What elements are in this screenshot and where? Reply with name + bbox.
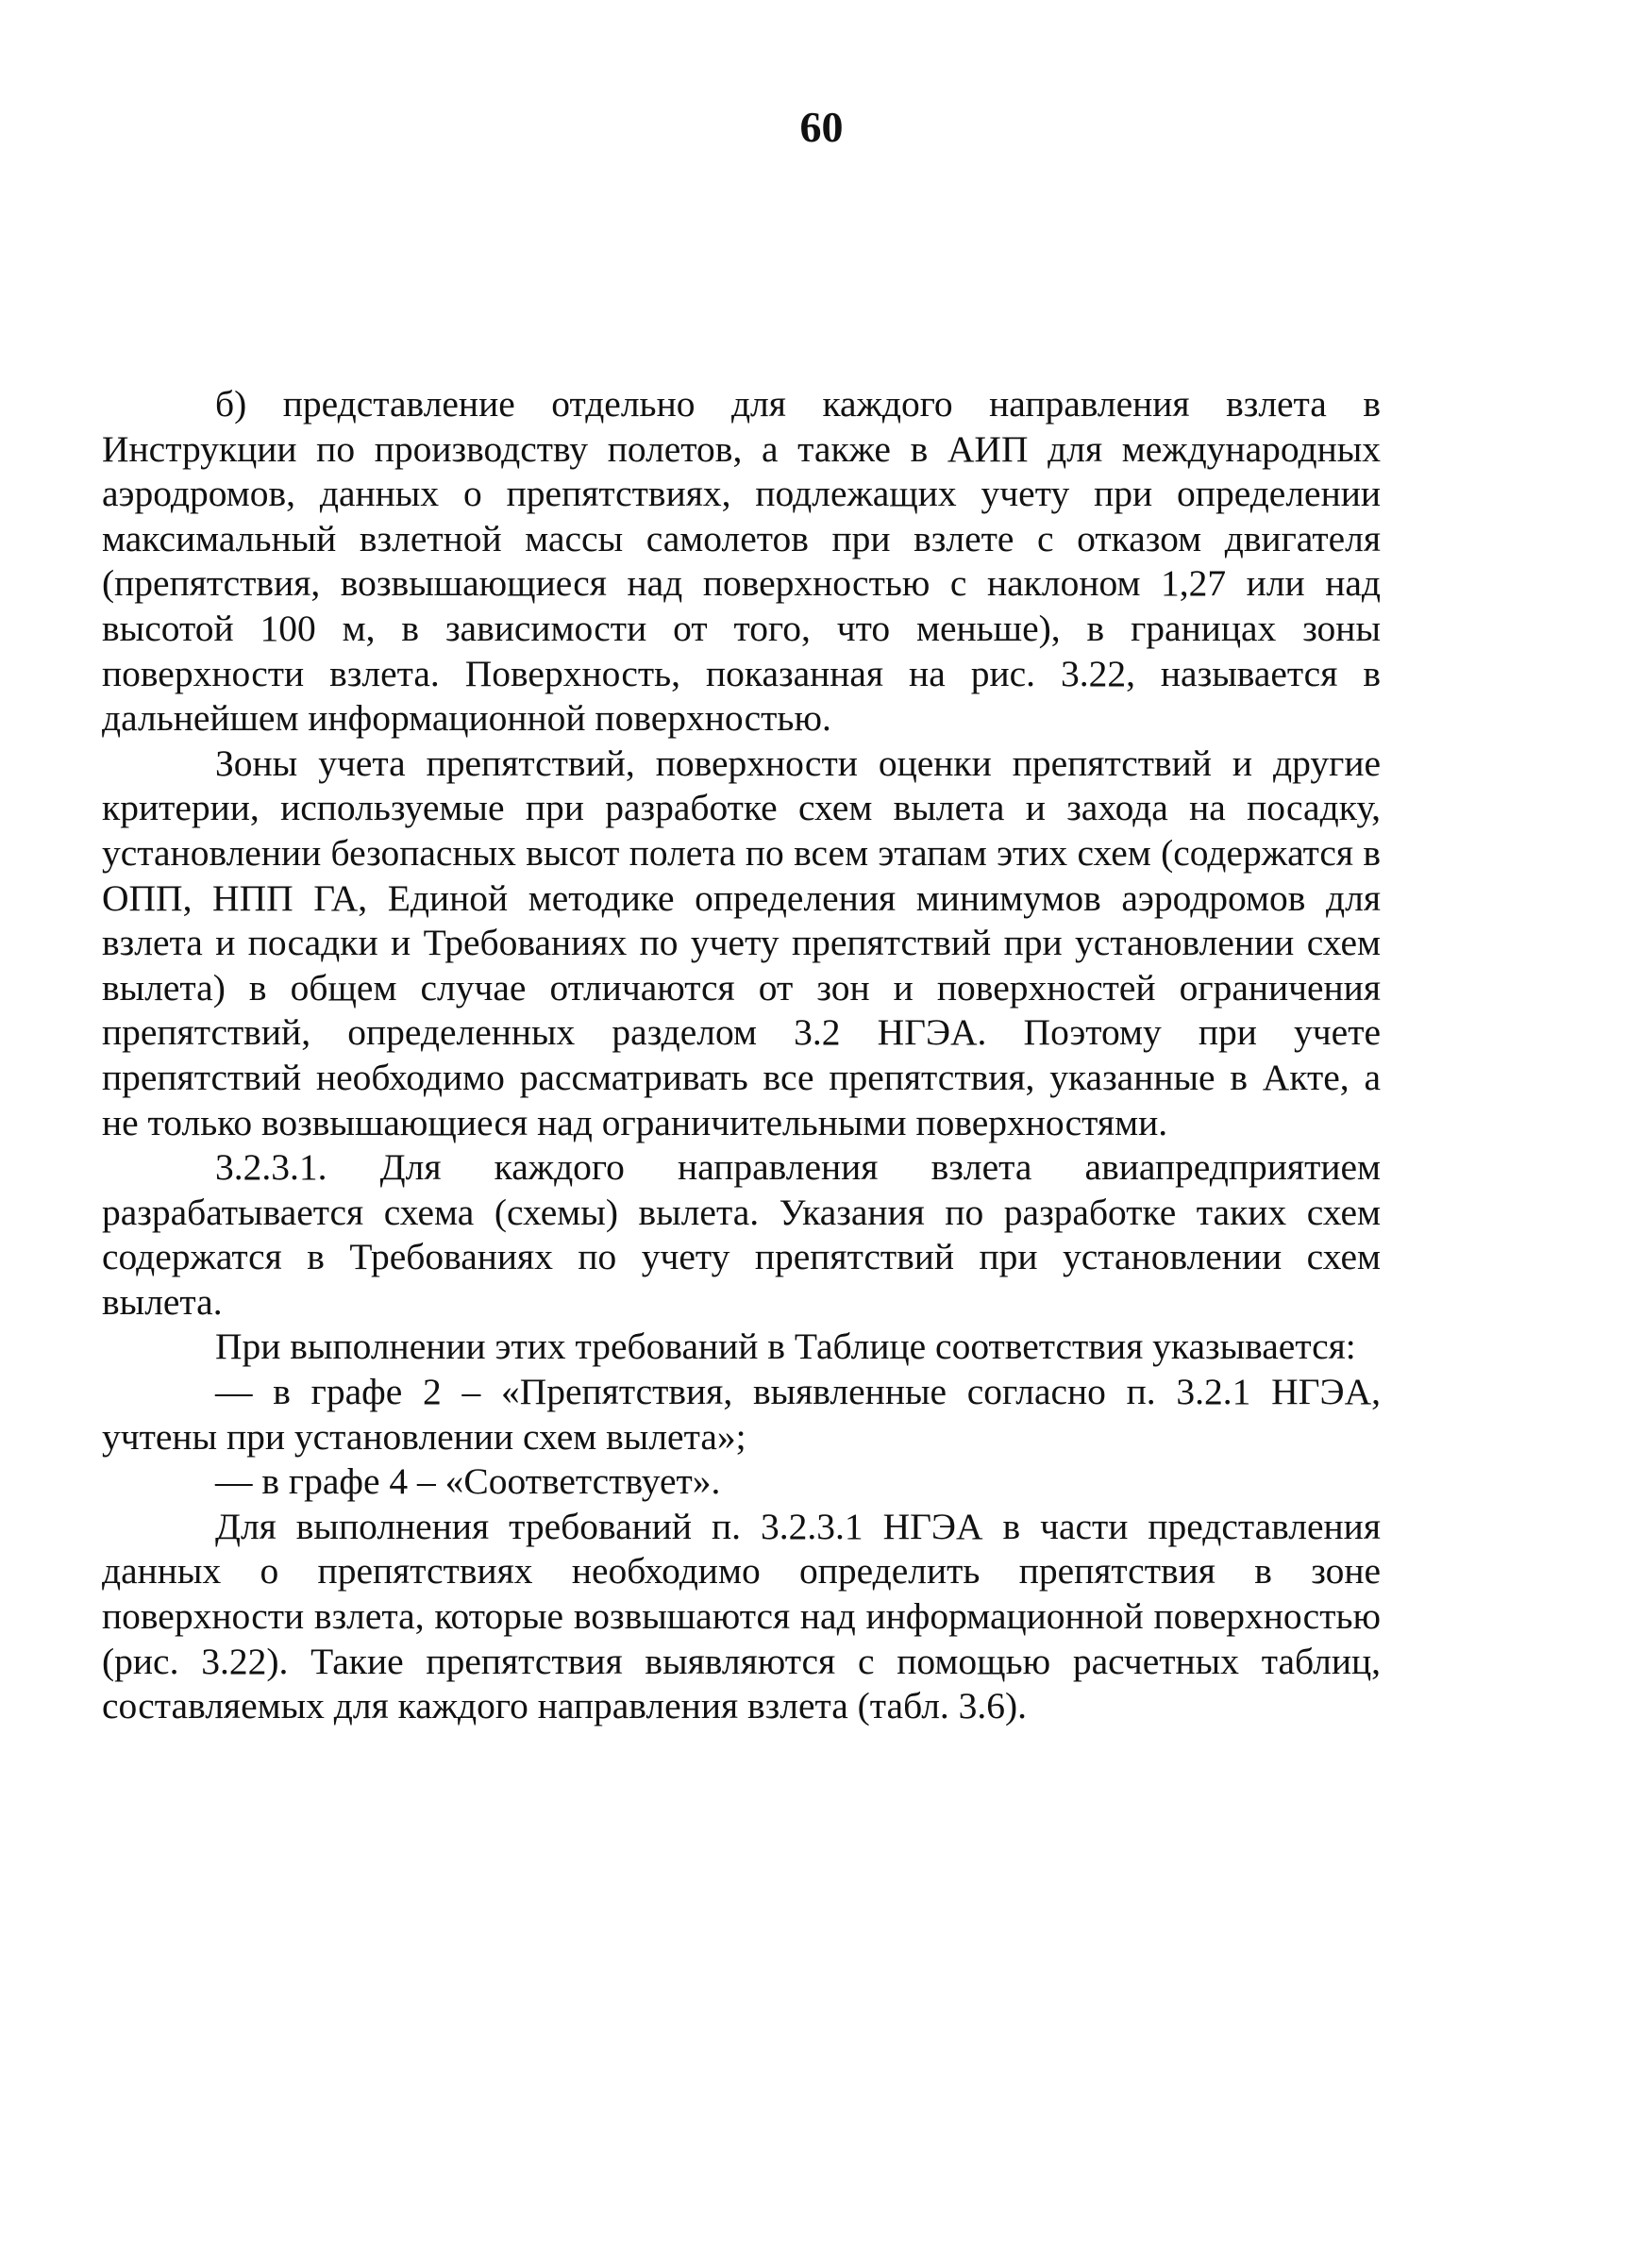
paragraph-compliance-table: При выполнении этих требований в Таблице соответствия указывается:	[215, 1326, 1356, 1368]
paragraph-information-surface: Для выполнения требований п. 3.2.3.1 НГЭА в части представления данных о препятствиях необходимо определить препятствия в зоне поверхности взлета, которые возвышаются над информационной поверхностью (рис. 3.22). Такие препятствия выявляются с помощью расчетных таблиц, составляемых для каждого направления взлета (табл. 3.6).	[102, 1505, 1381, 1727]
list-item-column-2: — в графе 2 – «Препятствия, выявленные согласно п. 3.2.1 НГЭА, учтены при установлении схем вылета»;	[102, 1371, 1381, 1458]
list-item-column-4: — в графе 4 – «Соответствует».	[215, 1460, 721, 1503]
page-number: 60	[799, 103, 844, 151]
paragraph-obstacle-data: б) представление отдельно для каждого направления взлета в Инструкции по производству полетов, а также в АИП для международных аэродромов, данных о препятствиях, подлежащих учету при определении максимальный взлетной массы самолетов при взлете с отказом двигателя (препятствия, возвышающиеся над поверхностью с наклоном 1,27 или над высотой 100 м, в зависимости от того, что меньше), в границах зоны поверхности взлета. Поверхность, показанная на рис. 3.22, называется в дальнейшем информационной поверхностью.	[102, 383, 1381, 740]
paragraph-obstacle-zones: Зоны учета препятствий, поверхности оценки препятствий и другие критерии, используемые при разработке схем вылета и захода на посадку, установлении безопасных высот полета по всем этапам этих схем (содержатся в ОПП, НПП ГА, Единой методике определения минимумов аэродромов для взлета и посадки и Требованиях по учету препятствий при установлении схем вылета) в общем случае отличаются от зон и поверхностей ограничения препятствий, определенных разделом 3.2 НГЭА. Поэтому при учете препятствий необходимо рассматривать все препятствия, указанные в Акте, а не только возвышающиеся над ограничительными поверхностями.	[102, 742, 1381, 1143]
document-body	[102, 382, 1381, 1729]
paragraph-section-3-2-3-1: 3.2.3.1. Для каждого направления взлета авиапредприятием разрабатывается схема (схемы) вылета. Указания по разработке таких схем содержатся в Требованиях по учету препятствий при установлении схем вылета.	[102, 1146, 1381, 1323]
